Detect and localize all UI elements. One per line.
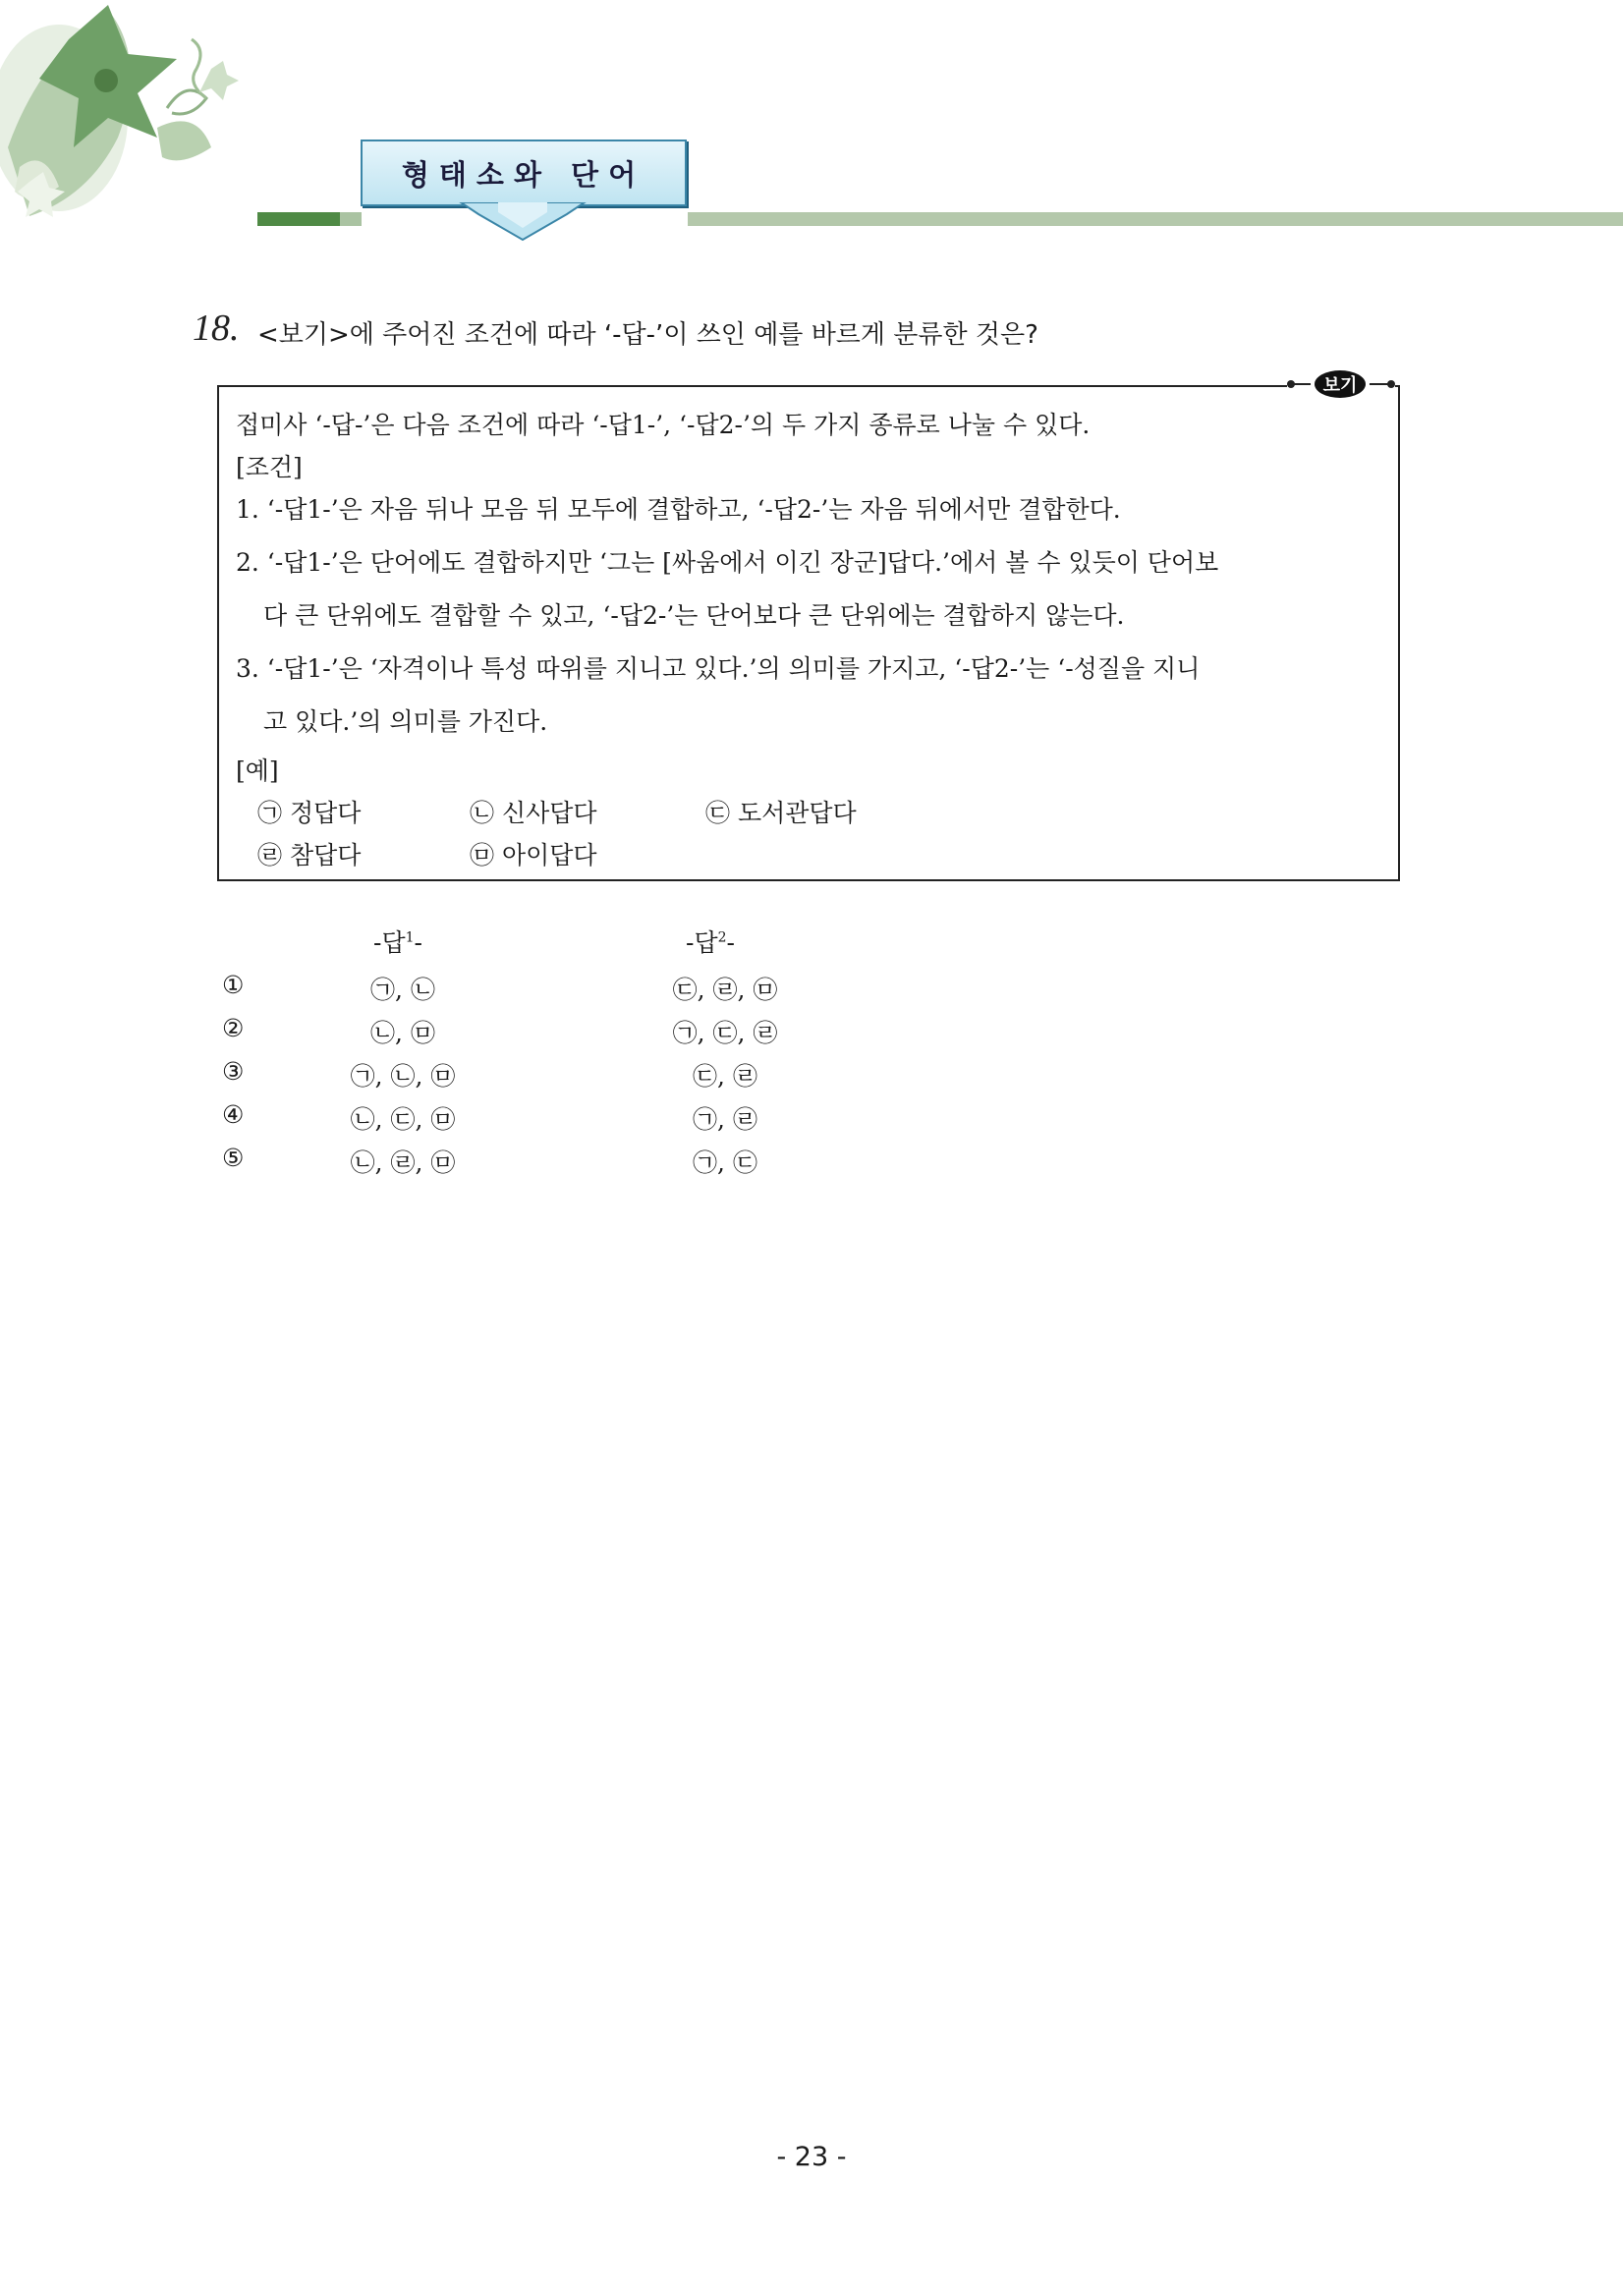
choice-number[interactable]: ⑤ (222, 1144, 245, 1172)
bogi-label-badge (1287, 367, 1395, 401)
bogi-label-text: 보기 (1322, 375, 1358, 396)
choice-answer-1: ㉡, ㉣, ㉤ (350, 1148, 456, 1177)
choice-answer-2: ㉠, ㉣ (693, 1105, 757, 1134)
bogi-line: 다 큰 단위에도 결합할 수 있고, ‘-답2-’는 단어보다 큰 단위에는 결합하지 않는다. (263, 601, 1125, 630)
bogi-line: [조건] (236, 453, 303, 481)
section-title: 형태소와 단어 (401, 157, 646, 192)
page-number: - 23 - (776, 2142, 847, 2172)
example-item: ㉡ 신사답다 (470, 799, 597, 827)
choice-number[interactable]: ④ (222, 1100, 245, 1129)
bogi-line: 3. ‘-답1-’은 ‘자격이나 특성 따위를 지니고 있다.’의 의미를 가지고, ‘-답2-’는 ‘-성질을 지니 (236, 654, 1201, 683)
choice-answer-2: ㉠, ㉢ (693, 1148, 757, 1177)
choice-answer-2: ㉠, ㉢, ㉣ (672, 1019, 778, 1047)
question-text: <보기>에 주어진 조건에 따라 ‘-답-’이 쓰인 예를 바르게 분류한 것은? (257, 320, 1038, 350)
bogi-line: 접미사 ‘-답-’은 다음 조건에 따라 ‘-답1-’, ‘-답2-’의 두 가지 종류로 나눌 수 있다. (236, 411, 1091, 439)
example-item: ㉢ 도서관답다 (705, 799, 857, 827)
choice-answer-2: ㉢, ㉣, ㉤ (672, 976, 778, 1004)
bogi-line: 2. ‘-답1-’은 단어에도 결합하지만 ‘그는 [싸움에서 이긴 장군]답다.’에서 볼 수 있듯이 단어보 (236, 548, 1219, 577)
choice-answer-1: ㉡, ㉤ (370, 1019, 435, 1047)
choice-answer-1: ㉠, ㉡, ㉤ (350, 1062, 456, 1091)
column-header-1: -답$^1$- (373, 928, 422, 957)
bogi-line: 1. ‘-답1-’은 자음 뒤나 모음 뒤 모두에 결합하고, ‘-답2-’는 자음 뒤에서만 결합한다. (236, 495, 1121, 524)
choice-number[interactable]: ① (222, 971, 245, 999)
header-bar-dark (257, 212, 340, 226)
question-number: 18. (193, 308, 240, 349)
floral-decoration (0, 0, 265, 231)
example-item: ㉠ 정답다 (257, 799, 362, 827)
bogi-line: [예] (236, 756, 279, 785)
section-title-box (361, 140, 687, 206)
choice-number[interactable]: ② (222, 1014, 245, 1042)
choice-answer-2: ㉢, ㉣ (693, 1062, 757, 1091)
header-bar-light (340, 212, 362, 226)
example-item: ㉣ 참답다 (257, 841, 362, 869)
choice-answer-1: ㉡, ㉢, ㉤ (350, 1105, 456, 1134)
example-item: ㉤ 아이답다 (470, 841, 597, 869)
down-arrow-icon (459, 202, 587, 242)
bogi-line: 고 있다.’의 의미를 가진다. (263, 707, 548, 736)
choice-answer-1: ㉠, ㉡ (370, 976, 435, 1004)
choice-number[interactable]: ③ (222, 1057, 245, 1086)
column-header-2: -답$^2$- (686, 928, 735, 957)
header-rule (688, 212, 1623, 226)
